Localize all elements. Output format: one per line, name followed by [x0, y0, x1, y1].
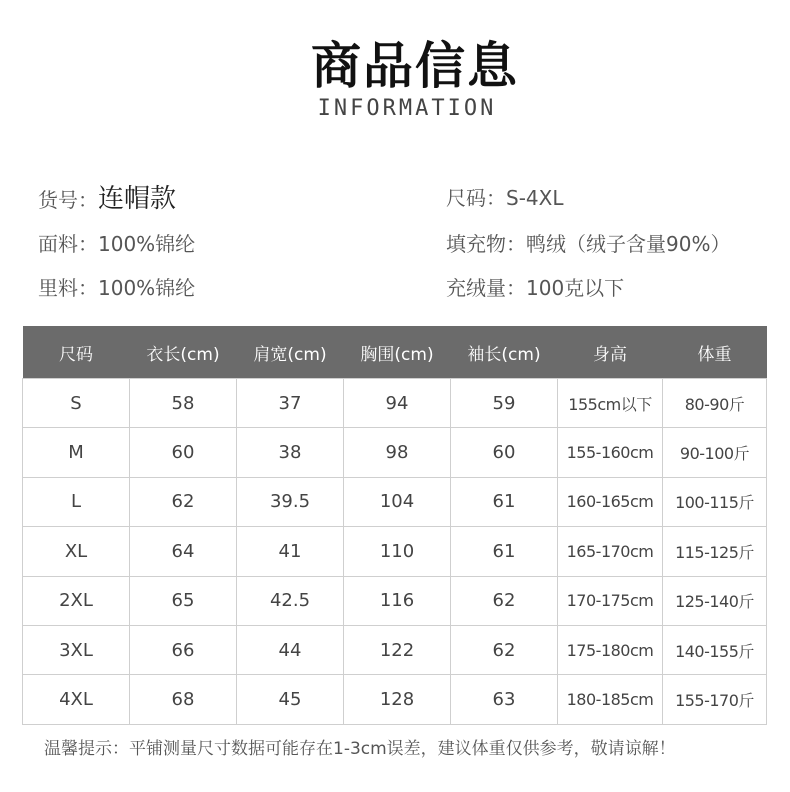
cell-weight: 155-170斤 [663, 675, 767, 724]
cell-height: 155cm以下 [558, 379, 663, 428]
fabric-value: 100%锦纶 [98, 232, 196, 256]
table-row [23, 527, 767, 576]
cell-chest: 122 [344, 625, 451, 674]
cell-height: 160-165cm [558, 477, 663, 526]
cell-chest: 116 [344, 576, 451, 625]
info-lining [38, 272, 195, 301]
cell-length: 60 [130, 428, 237, 477]
cell-weight: 90-100斤 [663, 428, 767, 477]
cell-shoulder: 39.5 [237, 477, 344, 526]
cell-height: 170-175cm [558, 576, 663, 625]
cell-weight: 115-125斤 [663, 527, 767, 576]
cell-size: L [23, 477, 130, 526]
table-row [23, 428, 767, 477]
cell-weight: 80-90斤 [663, 379, 767, 428]
cell-weight: 125-140斤 [663, 576, 767, 625]
measurement-note: 温馨提示：平铺测量尺寸数据可能存在1-3cm误差，建议体重仅供参考，敬请谅解！ [44, 739, 676, 759]
cell-size: S [23, 379, 130, 428]
cell-length: 64 [130, 527, 237, 576]
table-row [23, 625, 767, 674]
fabric-label: 面料： [38, 232, 98, 256]
header-length: 衣长(cm) [130, 326, 237, 379]
cell-shoulder: 42.5 [237, 576, 344, 625]
cell-sleeve: 63 [451, 675, 558, 724]
cell-sleeve: 60 [451, 428, 558, 477]
fill-amount-label: 充绒量： [446, 276, 526, 300]
info-filling [446, 228, 730, 257]
cell-chest: 98 [344, 428, 451, 477]
cell-height: 180-185cm [558, 675, 663, 724]
cell-height: 155-160cm [558, 428, 663, 477]
cell-size: 3XL [23, 625, 130, 674]
cell-chest: 110 [344, 527, 451, 576]
cell-size: 4XL [23, 675, 130, 724]
size-chart-table [22, 326, 767, 725]
header-weight: 体重 [663, 326, 767, 379]
header-chest: 胸围(cm) [344, 326, 451, 379]
info-size [446, 182, 563, 211]
cell-chest: 128 [344, 675, 451, 724]
cell-sleeve: 62 [451, 576, 558, 625]
table-row [23, 576, 767, 625]
fill-amount-value: 100克以下 [526, 276, 625, 300]
cell-weight: 140-155斤 [663, 625, 767, 674]
cell-sleeve: 61 [451, 527, 558, 576]
info-fabric [38, 228, 195, 257]
table-row [23, 675, 767, 724]
cell-shoulder: 45 [237, 675, 344, 724]
cell-length: 65 [130, 576, 237, 625]
cell-sleeve: 59 [451, 379, 558, 428]
cell-weight: 100-115斤 [663, 477, 767, 526]
cell-sleeve: 61 [451, 477, 558, 526]
cell-length: 62 [130, 477, 237, 526]
cell-height: 165-170cm [558, 527, 663, 576]
header-shoulder: 肩宽(cm) [237, 326, 344, 379]
filling-label: 填充物： [446, 232, 526, 256]
cell-size: 2XL [23, 576, 130, 625]
cell-shoulder: 38 [237, 428, 344, 477]
cell-size: XL [23, 527, 130, 576]
table-row [23, 379, 767, 428]
table-row [23, 477, 767, 526]
cell-length: 68 [130, 675, 237, 724]
cell-shoulder: 44 [237, 625, 344, 674]
cell-chest: 94 [344, 379, 451, 428]
cell-shoulder: 37 [237, 379, 344, 428]
cell-size: M [23, 428, 130, 477]
info-fill-amount [446, 272, 624, 301]
cell-shoulder: 41 [237, 527, 344, 576]
item-no-value: 连帽款 [98, 184, 177, 214]
lining-label: 里料： [38, 276, 98, 300]
cell-sleeve: 62 [451, 625, 558, 674]
item-no-label: 货号： [38, 188, 98, 212]
page-subtitle: INFORMATION [317, 96, 497, 121]
cell-height: 175-180cm [558, 625, 663, 674]
size-value: S-4XL [506, 186, 564, 210]
filling-value: 鸭绒（绒子含量90%） [526, 232, 731, 256]
cell-length: 66 [130, 625, 237, 674]
info-item-no [38, 178, 176, 215]
page-title: 商品信息 [311, 37, 519, 95]
header-sleeve: 袖长(cm) [451, 326, 558, 379]
lining-value: 100%锦纶 [98, 276, 196, 300]
cell-length: 58 [130, 379, 237, 428]
table-header-row [23, 326, 767, 379]
header-height: 身高 [558, 326, 663, 379]
header-size: 尺码 [23, 326, 130, 379]
size-label: 尺码： [446, 186, 506, 210]
cell-chest: 104 [344, 477, 451, 526]
